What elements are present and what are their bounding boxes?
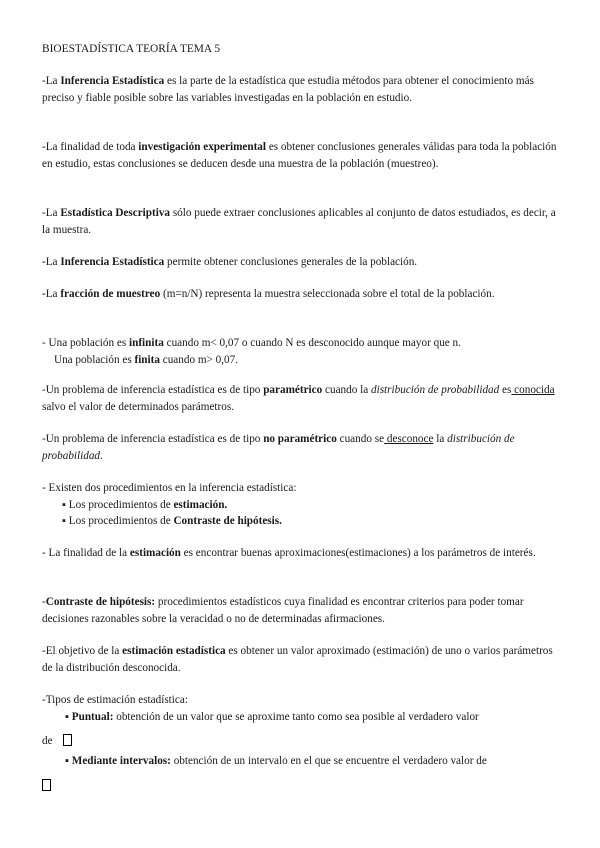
list-item xyxy=(42,753,562,770)
text: . xyxy=(100,449,103,462)
text: salvo el valor de determinados parámetros. xyxy=(42,400,234,413)
text: ▪ Los procedimientos de xyxy=(62,498,174,511)
term-distribucion: distribución de probabilidad xyxy=(371,384,500,396)
text: procedimientos estadísticos cuya finalidad es encontrar criterios para poder tomar decisiones razonables sobre la veracidad o no de determinadas afirmaciones. xyxy=(42,596,524,625)
term-desconoce: desconoce xyxy=(384,433,434,445)
term-conocida: conocida xyxy=(511,384,555,396)
text: -La xyxy=(42,207,61,219)
paragraph-contraste xyxy=(42,594,562,627)
term-fraccion: fracción de muestreo xyxy=(60,288,161,300)
line-finita xyxy=(42,352,562,369)
term-intervalos: Mediante intervalos: xyxy=(71,755,171,767)
line-infinita xyxy=(42,335,562,352)
list-item xyxy=(42,497,562,514)
text: cuando se xyxy=(336,433,385,445)
term-investigacion: investigación experimental xyxy=(138,141,267,153)
term-contraste: Contraste de hipótesis: xyxy=(45,596,156,608)
text: es obtener conclusiones generales válidas para toda la población en estudio, estas conclusiones se deducen desde una muestra de la población (muestreo). xyxy=(42,141,557,170)
term-distribucion: distribución de probabilidad xyxy=(42,433,515,462)
term-inferencia: Inferencia Estadística xyxy=(60,75,165,87)
term-puntual: Puntual: xyxy=(71,710,114,723)
text: (m=n/N) representa la muestra seleccionada sobre el total de la población. xyxy=(160,288,495,300)
text: - La finalidad de la xyxy=(42,547,130,559)
term-estimacion: estimación. xyxy=(173,498,228,511)
term-infinita: infinita xyxy=(129,337,164,349)
term-descriptiva: Estadística Descriptiva xyxy=(60,207,171,219)
text: -Un problema de inferencia estadística es de tipo xyxy=(42,384,264,396)
text: ▪ xyxy=(65,710,72,723)
text: -La finalidad de toda xyxy=(42,141,139,153)
text: es la parte de la estadística que estudia métodos para obtener el conocimiento más preciso y fiable posible sobre las variables investigadas en la población en estudio. xyxy=(42,75,534,104)
term-estimacion: estimación xyxy=(129,547,181,559)
text: obtención de un intervalo en el que se encuentre el verdadero valor de xyxy=(170,755,487,767)
text: Una población es xyxy=(54,353,135,366)
text: -La xyxy=(42,75,61,87)
paragraph-descriptiva xyxy=(42,205,562,238)
text: es encontrar buenas aproximaciones(estimaciones) a los parámetros de interés. xyxy=(180,547,536,559)
paragraph-inferencia-2 xyxy=(42,254,562,271)
list-item xyxy=(42,709,562,726)
term-estimacion-estadistica: estimación estadística xyxy=(122,645,226,657)
text: - xyxy=(42,596,46,608)
text: es obtener un valor aproximado (estimación) de uno o varios parámetros de la distribución desconocida. xyxy=(42,645,553,674)
text: obtención de un valor que se aproxime tanto como sea posible al verdadero valor xyxy=(113,710,479,723)
text: ▪ xyxy=(65,755,72,767)
paragraph-inferencia xyxy=(42,73,562,106)
missing-glyph-icon xyxy=(63,734,72,746)
paragraph-parametrico xyxy=(42,382,562,415)
text: - Una población es xyxy=(42,337,129,349)
text: -La xyxy=(42,256,61,268)
text: la xyxy=(433,433,448,445)
text: permite obtener conclusiones generales de la población. xyxy=(164,256,418,268)
line-glyph xyxy=(42,779,562,797)
term-parametrico: paramétrico xyxy=(263,384,323,396)
missing-glyph-icon xyxy=(42,779,51,791)
term-inferencia: Inferencia Estadística xyxy=(60,256,165,268)
text: cuando la xyxy=(322,384,371,396)
tipos-intro: -Tipos de estimación estadística: xyxy=(42,694,188,706)
line-de xyxy=(42,733,562,750)
list-item xyxy=(42,513,562,530)
paragraph-procedimientos xyxy=(42,480,562,530)
procedimientos-intro: - Existen dos procedimientos en la inferencia estadística: xyxy=(42,482,297,494)
paragraph-poblacion xyxy=(42,335,562,368)
text: -La xyxy=(42,288,61,300)
term-contraste: Contraste de hipótesis. xyxy=(173,515,282,527)
paragraph-finalidad-estimacion xyxy=(42,545,562,562)
text: es xyxy=(499,384,512,396)
paragraph-objetivo xyxy=(42,643,562,676)
term-finita: finita xyxy=(134,353,160,366)
text: cuando m< 0,07 o cuando N es desconocido aunque mayor que n. xyxy=(163,337,461,349)
paragraph-investigacion xyxy=(42,139,562,172)
text: -Un problema de inferencia estadística es de tipo xyxy=(42,433,264,445)
text: ▪ Los procedimientos de xyxy=(62,515,174,527)
text: de xyxy=(42,735,56,747)
text: -El objetivo de la xyxy=(42,645,123,657)
text: sólo puede extraer conclusiones aplicables al conjunto de datos estudiados, es decir, a la muestra. xyxy=(42,207,556,236)
term-no-parametrico: no paramétrico xyxy=(263,433,337,445)
paragraph-tipos xyxy=(42,692,562,725)
text: cuando m> 0,07. xyxy=(159,353,239,366)
paragraph-fraccion xyxy=(42,286,562,303)
page-title: BIOESTADÍSTICA TEORÍA TEMA 5 xyxy=(42,43,221,55)
paragraph-no-parametrico xyxy=(42,431,562,464)
